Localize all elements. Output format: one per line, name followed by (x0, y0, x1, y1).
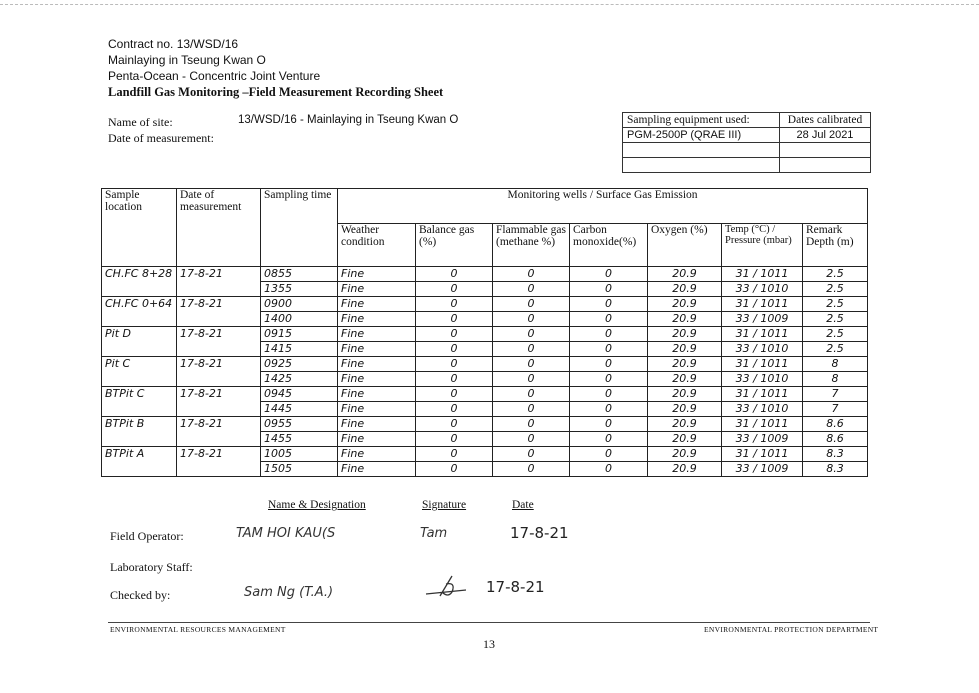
cell-tp: 33 / 1010 (722, 372, 803, 387)
cell-co: 0 (570, 387, 648, 402)
cell-loc (102, 312, 177, 327)
measurement-date-label: Date of measurement: (108, 131, 214, 145)
cell-loc: BTPit C (102, 387, 177, 402)
signoff-name-header: Name & Designation (268, 499, 366, 511)
cell-o2: 20.9 (648, 432, 722, 447)
cell-date: 17-8-21 (177, 297, 261, 312)
header-weather: Weather condition (338, 224, 416, 267)
cell-fl: 0 (493, 402, 570, 417)
cell-co: 0 (570, 312, 648, 327)
cell-time: 1455 (261, 432, 338, 447)
page-number: 13 (483, 637, 495, 651)
cell-weather: Fine (338, 462, 416, 477)
document-header (108, 36, 443, 100)
cell-weather: Fine (338, 342, 416, 357)
cell-co: 0 (570, 462, 648, 477)
cell-date (177, 312, 261, 327)
top-dashed-rule (0, 4, 979, 5)
signoff-date-header: Date (512, 499, 534, 511)
cell-fl: 0 (493, 297, 570, 312)
cell-rem: 8 (803, 372, 868, 387)
cell-date (177, 462, 261, 477)
project-name: Mainlaying in Tseung Kwan O (108, 53, 266, 67)
cell-rem: 8.3 (803, 447, 868, 462)
cell-tp: 33 / 1010 (722, 282, 803, 297)
cell-loc (102, 282, 177, 297)
site-labels (108, 114, 214, 146)
cell-date: 17-8-21 (177, 387, 261, 402)
cell-tp: 33 / 1009 (722, 462, 803, 477)
cell-fl: 0 (493, 357, 570, 372)
cell-rem: 2.5 (803, 282, 868, 297)
field-operator-name: TAM HOI KAU(S (236, 526, 336, 541)
cell-date (177, 282, 261, 297)
cell-time: 1505 (261, 462, 338, 477)
cell-rem: 8.3 (803, 462, 868, 477)
calibration-blank (780, 158, 871, 173)
cell-tp: 31 / 1011 (722, 327, 803, 342)
cell-weather: Fine (338, 432, 416, 447)
lab-staff-label: Laboratory Staff: (110, 560, 193, 574)
cell-tp: 31 / 1011 (722, 357, 803, 372)
header-oxygen: Oxygen (%) (648, 224, 722, 267)
field-operator-signature: Tam (420, 526, 448, 541)
cell-loc: Pit C (102, 357, 177, 372)
cell-tp: 33 / 1010 (722, 402, 803, 417)
footer-left: ENVIRONMENTAL RESOURCES MANAGEMENT (110, 625, 286, 634)
cell-loc: BTPit A (102, 447, 177, 462)
header-sample-location: Sample location (102, 189, 177, 267)
cell-fl: 0 (493, 447, 570, 462)
cell-fl: 0 (493, 387, 570, 402)
cell-time: 1400 (261, 312, 338, 327)
checked-by-date: 17-8-21 (486, 578, 545, 596)
cell-date: 17-8-21 (177, 417, 261, 432)
footer-rule (108, 622, 870, 623)
cell-co: 0 (570, 432, 648, 447)
cell-o2: 20.9 (648, 417, 722, 432)
cell-loc (102, 372, 177, 387)
table-row (102, 327, 868, 342)
table-row (102, 417, 868, 432)
equipment-table (622, 112, 871, 173)
cell-bal: 0 (416, 312, 493, 327)
cell-rem: 2.5 (803, 342, 868, 357)
cell-fl: 0 (493, 282, 570, 297)
cell-rem: 2.5 (803, 327, 868, 342)
cell-bal: 0 (416, 387, 493, 402)
checked-by-signature (422, 572, 472, 602)
table-row (102, 372, 868, 387)
cell-time: 1425 (261, 372, 338, 387)
cell-o2: 20.9 (648, 372, 722, 387)
sheet-title: Landfill Gas Monitoring –Field Measurement Recording Sheet (108, 85, 444, 99)
cell-bal: 0 (416, 357, 493, 372)
cell-o2: 20.9 (648, 297, 722, 312)
calibration-value: 28 Jul 2021 (780, 128, 871, 143)
cell-time: 0900 (261, 297, 338, 312)
cell-tp: 33 / 1010 (722, 342, 803, 357)
table-row (102, 447, 868, 462)
cell-time: 1005 (261, 447, 338, 462)
cell-time: 0925 (261, 357, 338, 372)
cell-loc (102, 342, 177, 357)
contractor-name: Penta-Ocean - Concentric Joint Venture (108, 69, 321, 83)
cell-time: 0855 (261, 267, 338, 282)
cell-co: 0 (570, 342, 648, 357)
table-row (102, 402, 868, 417)
measurement-rows (102, 267, 868, 477)
cell-date (177, 432, 261, 447)
cell-weather: Fine (338, 267, 416, 282)
cell-time: 0945 (261, 387, 338, 402)
field-operator-date: 17-8-21 (510, 524, 569, 542)
table-row (102, 267, 868, 282)
cell-bal: 0 (416, 372, 493, 387)
cell-tp: 33 / 1009 (722, 432, 803, 447)
site-name-value: 13/WSD/16 - Mainlaying in Tseung Kwan O (238, 114, 459, 126)
cell-o2: 20.9 (648, 402, 722, 417)
measurement-table (101, 188, 868, 477)
cell-date: 17-8-21 (177, 447, 261, 462)
signoff-signature-header: Signature (422, 499, 467, 511)
equipment-blank (623, 143, 780, 158)
table-row (102, 342, 868, 357)
table-row (102, 432, 868, 447)
header-sampling-time: Sampling time (261, 189, 338, 267)
table-row (102, 312, 868, 327)
cell-rem: 7 (803, 402, 868, 417)
cell-o2: 20.9 (648, 282, 722, 297)
header-flammable-gas: Flammable gas (methane %) (493, 224, 570, 267)
cell-time: 0915 (261, 327, 338, 342)
cell-rem: 2.5 (803, 267, 868, 282)
cell-bal: 0 (416, 327, 493, 342)
table-row (102, 387, 868, 402)
checked-by-label: Checked by: (110, 588, 171, 602)
table-row (102, 297, 868, 312)
cell-date: 17-8-21 (177, 357, 261, 372)
cell-time: 1445 (261, 402, 338, 417)
cell-rem: 7 (803, 387, 868, 402)
header-temp-pressure: Temp (°C) / Pressure (mbar) (722, 224, 803, 267)
cell-o2: 20.9 (648, 462, 722, 477)
cell-tp: 31 / 1011 (722, 387, 803, 402)
cell-o2: 20.9 (648, 267, 722, 282)
equipment-blank (623, 158, 780, 173)
cell-rem: 8.6 (803, 432, 868, 447)
header-carbon-monoxide: Carbon monoxide(%) (570, 224, 648, 267)
cell-weather: Fine (338, 387, 416, 402)
table-row (102, 282, 868, 297)
cell-loc: BTPit B (102, 417, 177, 432)
cell-weather: Fine (338, 282, 416, 297)
contract-number: Contract no. 13/WSD/16 (108, 37, 239, 51)
cell-time: 1415 (261, 342, 338, 357)
field-operator-label: Field Operator: (110, 529, 184, 543)
equipment-value: PGM-2500P (QRAE III) (623, 128, 780, 143)
cell-tp: 33 / 1009 (722, 312, 803, 327)
cell-weather: Fine (338, 402, 416, 417)
cell-loc: CH.FC 0+64 (102, 297, 177, 312)
cell-tp: 31 / 1011 (722, 447, 803, 462)
cell-weather: Fine (338, 327, 416, 342)
cell-weather: Fine (338, 372, 416, 387)
cell-loc: CH.FC 8+28 (102, 267, 177, 282)
cell-o2: 20.9 (648, 447, 722, 462)
cell-loc (102, 432, 177, 447)
cell-bal: 0 (416, 462, 493, 477)
cell-o2: 20.9 (648, 387, 722, 402)
cell-weather: Fine (338, 417, 416, 432)
cell-date: 17-8-21 (177, 267, 261, 282)
calibration-header: Dates calibrated (780, 113, 871, 128)
cell-loc (102, 402, 177, 417)
cell-bal: 0 (416, 267, 493, 282)
cell-co: 0 (570, 327, 648, 342)
header-balance-gas: Balance gas (%) (416, 224, 493, 267)
cell-bal: 0 (416, 432, 493, 447)
cell-bal: 0 (416, 282, 493, 297)
cell-co: 0 (570, 402, 648, 417)
cell-fl: 0 (493, 417, 570, 432)
table-row (102, 357, 868, 372)
cell-time: 0955 (261, 417, 338, 432)
cell-time: 1355 (261, 282, 338, 297)
cell-fl: 0 (493, 327, 570, 342)
cell-weather: Fine (338, 297, 416, 312)
cell-rem: 2.5 (803, 297, 868, 312)
cell-tp: 31 / 1011 (722, 417, 803, 432)
checked-by-name: Sam Ng (T.A.) (244, 585, 334, 600)
cell-o2: 20.9 (648, 357, 722, 372)
cell-o2: 20.9 (648, 342, 722, 357)
cell-loc (102, 462, 177, 477)
cell-co: 0 (570, 282, 648, 297)
cell-date (177, 372, 261, 387)
cell-loc: Pit D (102, 327, 177, 342)
cell-fl: 0 (493, 432, 570, 447)
cell-bal: 0 (416, 417, 493, 432)
cell-bal: 0 (416, 342, 493, 357)
cell-bal: 0 (416, 402, 493, 417)
cell-bal: 0 (416, 297, 493, 312)
cell-fl: 0 (493, 462, 570, 477)
cell-weather: Fine (338, 447, 416, 462)
cell-date: 17-8-21 (177, 327, 261, 342)
cell-rem: 8.6 (803, 417, 868, 432)
cell-co: 0 (570, 372, 648, 387)
equipment-header: Sampling equipment used: (623, 113, 780, 128)
cell-co: 0 (570, 417, 648, 432)
cell-date (177, 342, 261, 357)
cell-fl: 0 (493, 342, 570, 357)
site-name-label: Name of site: (108, 115, 173, 129)
calibration-blank (780, 143, 871, 158)
cell-tp: 31 / 1011 (722, 267, 803, 282)
cell-fl: 0 (493, 267, 570, 282)
cell-rem: 8 (803, 357, 868, 372)
cell-co: 0 (570, 297, 648, 312)
header-monitoring-group: Monitoring wells / Surface Gas Emission (338, 189, 868, 224)
cell-tp: 31 / 1011 (722, 297, 803, 312)
cell-co: 0 (570, 447, 648, 462)
cell-weather: Fine (338, 357, 416, 372)
header-date: Date of measurement (177, 189, 261, 267)
header-remark-depth: Remark Depth (m) (803, 224, 868, 267)
footer-right: ENVIRONMENTAL PROTECTION DEPARTMENT (704, 625, 879, 634)
table-row (102, 462, 868, 477)
cell-rem: 2.5 (803, 312, 868, 327)
cell-o2: 20.9 (648, 327, 722, 342)
cell-bal: 0 (416, 447, 493, 462)
cell-co: 0 (570, 267, 648, 282)
cell-fl: 0 (493, 372, 570, 387)
cell-date (177, 402, 261, 417)
cell-o2: 20.9 (648, 312, 722, 327)
cell-co: 0 (570, 357, 648, 372)
cell-weather: Fine (338, 312, 416, 327)
cell-fl: 0 (493, 312, 570, 327)
